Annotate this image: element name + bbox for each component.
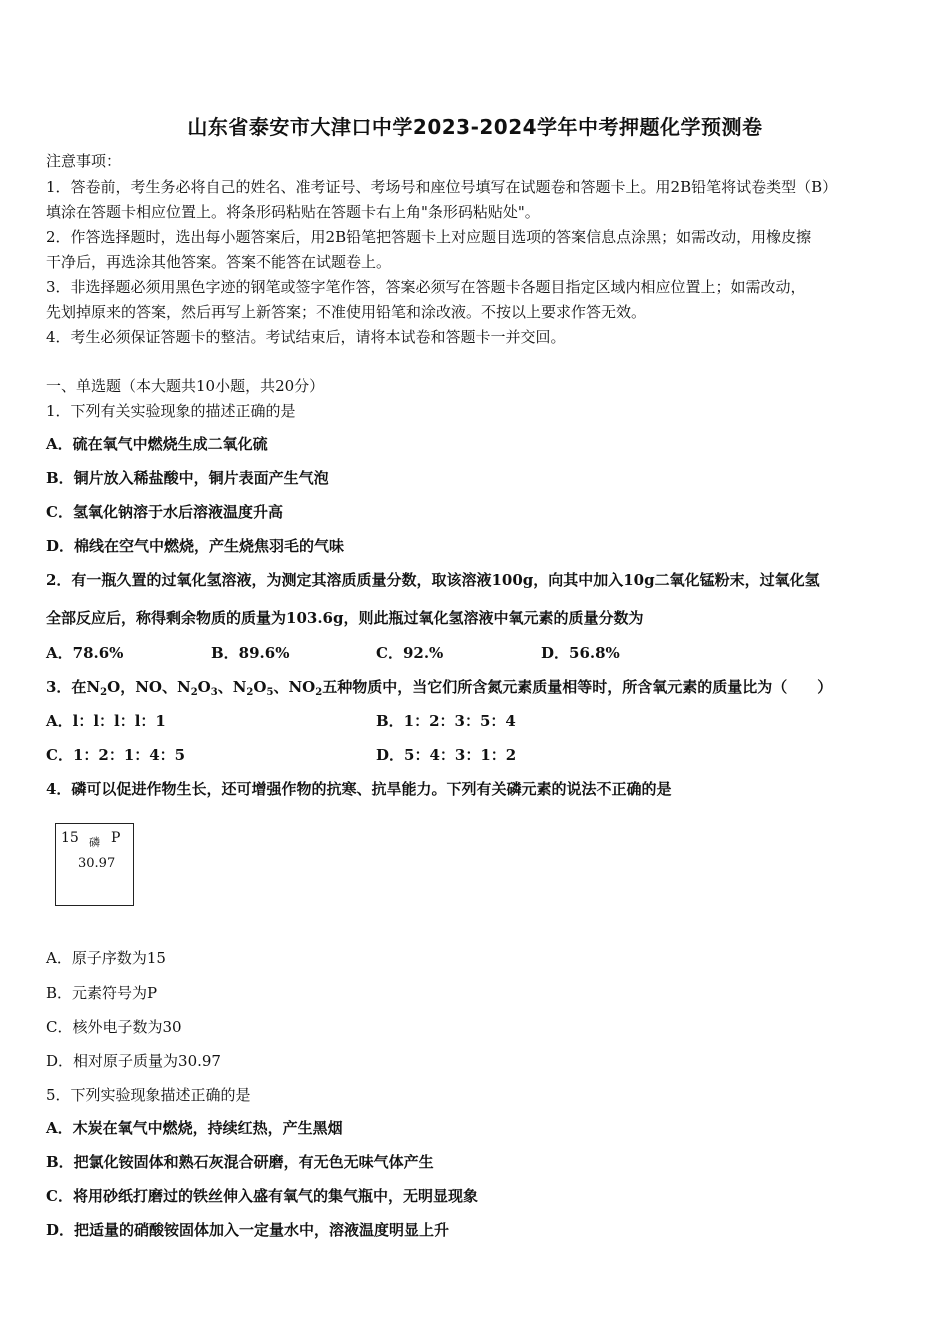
notice-item-4: 4．考生必须保证答题卡的整洁。考试结束后，请将本试卷和答题卡一并交回。 [46,328,566,346]
question-1-option-b: B．铜片放入稀盐酸中，铜片表面产生气泡 [46,469,329,487]
section-heading: 一、单选题（本大题共10小题，共20分） [46,377,325,395]
question-1-option-a: A．硫在氧气中燃烧生成二氧化硫 [46,435,268,453]
question-1-option-d: D．棉线在空气中燃烧，产生烧焦羽毛的气味 [46,537,345,555]
question-3-option-d: D．5：4：3：1：2 [376,746,517,764]
question-4-option-d: D．相对原子质量为30.97 [46,1052,221,1070]
question-5-option-c: C．将用砂纸打磨过的铁丝伸入盛有氧气的集气瓶中，无明显现象 [46,1187,478,1205]
question-2-stem-b: 全部反应后，称得剩余物质的质量为103.6g，则此瓶过氧化氢溶液中氧元素的质量分数为 [46,609,644,627]
question-2-option-d: D．56.8% [541,644,620,662]
notice-item-3a: 3．非选择题必须用黑色字迹的钢笔或签字笔作答，答案必须写在答题卡各题目指定区域内相应位置上；如需改动， [46,278,806,296]
question-5-option-d: D．把适量的硝酸铵固体加入一定量水中，溶液温度明显上升 [46,1221,450,1239]
question-3-option-b: B．1：2：3：5：4 [376,712,516,730]
notice-item-1b: 填涂在答题卡相应位置上。将条形码粘贴在答题卡右上角"条形码粘贴处"。 [46,203,540,221]
notice-item-2b: 干净后，再选涂其他答案。答案不能答在试题卷上。 [46,253,392,271]
atomic-number: 15 [61,830,79,846]
question-4-stem: 4．磷可以促进作物生长，还可增强作物的抗寒、抗旱能力。下列有关磷元素的说法不正确的是 [46,780,672,798]
question-4-option-a: A．原子序数为15 [46,949,166,967]
question-2-option-c: C．92.% [376,644,444,662]
question-2-option-b: B．89.6% [211,644,290,662]
question-1-stem: 1．下列有关实验现象的描述正确的是 [46,402,296,420]
question-4-option-c: C．核外电子数为30 [46,1018,182,1036]
question-5-option-b: B．把氯化铵固体和熟石灰混合研磨，有无色无味气体产生 [46,1153,434,1171]
question-2-option-a: A．78.6% [46,644,124,662]
page-title: 山东省泰安市大津口中学2023-2024学年中考押题化学预测卷 [187,115,763,139]
notice-item-2a: 2．作答选择题时，选出每小题答案后，用2B铅笔把答题卡上对应题目选项的答案信息点涂黑；如需改动，用橡皮擦 [46,228,812,246]
notice-item-1a: 1．答卷前，考生务必将自己的姓名、准考证号、考场号和座位号填写在试题卷和答题卡上。用2B铅笔将试卷类型（B） [46,178,838,196]
element-symbol: P [111,830,121,846]
question-5-option-a: A．木炭在氧气中燃烧，持续红热，产生黑烟 [46,1119,343,1137]
element-name: 磷 [89,836,100,849]
question-3-stem: 3．在$N_2O$，NO、$N_2O_3$、$N_2O_5$、$NO_2$五种物质中，当它们所含氮元素质量相等时，所含氧元素的质量比为（ ） [46,678,833,698]
question-5-stem: 5．下列实验现象描述正确的是 [46,1086,251,1104]
notice-item-3b: 先划掉原来的答案，然后再写上新答案；不准使用铅笔和涂改液。不按以上要求作答无效。 [46,303,647,321]
atomic-mass: 30.97 [78,856,116,871]
question-1-option-c: C．氢氧化钠溶于水后溶液温度升高 [46,503,283,521]
question-4-option-b: B．元素符号为P [46,984,158,1002]
question-3-option-c: C．1：2：1：4：5 [46,746,186,764]
notice-heading: 注意事项： [46,152,122,170]
question-3-option-a: A．l：l：l：l：1 [46,712,166,730]
periodic-element-cell [55,823,134,906]
question-2-stem-a: 2．有一瓶久置的过氧化氢溶液，为测定其溶质质量分数，取该溶液100g，向其中加入10g二氧化锰粉末，过氧化氢 [46,571,820,589]
